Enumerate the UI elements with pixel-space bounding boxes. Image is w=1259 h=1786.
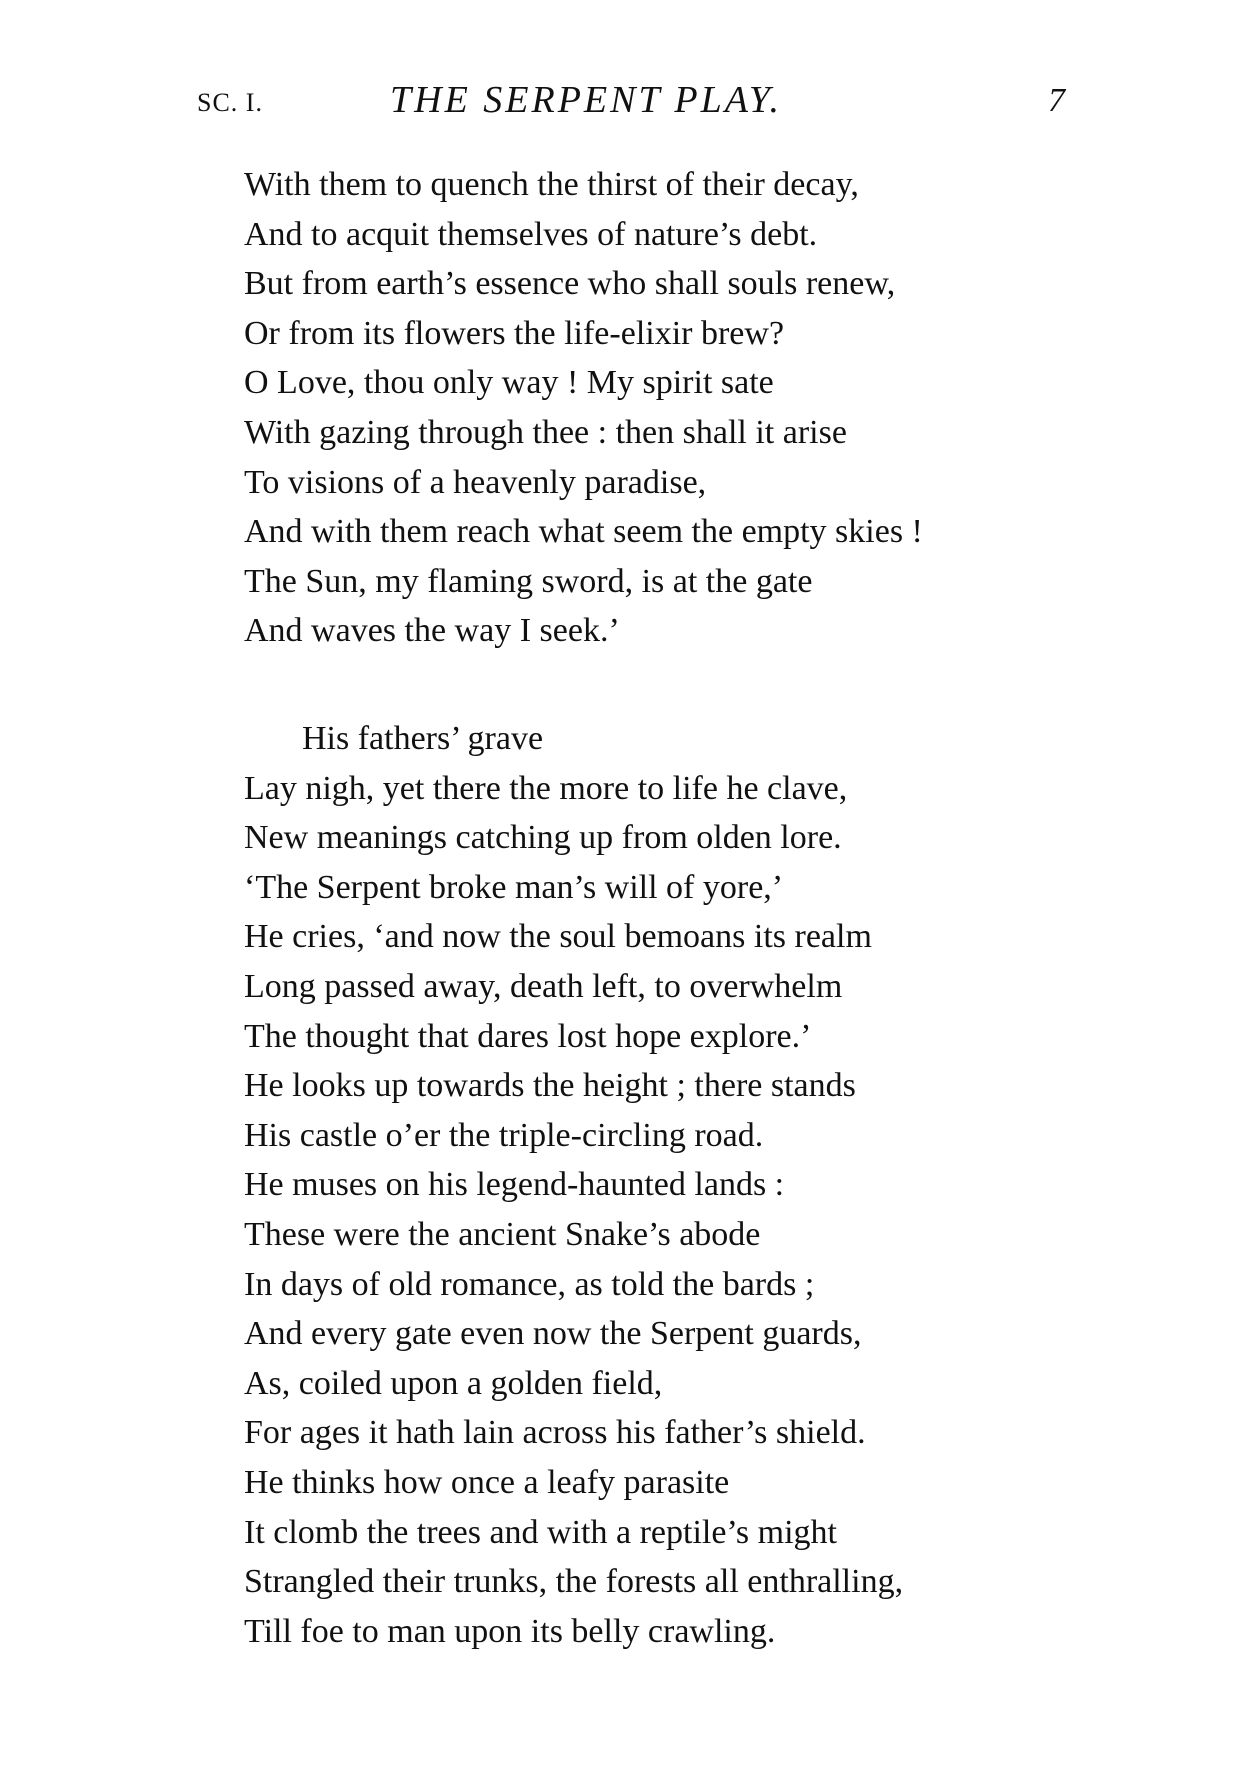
verse-line: ‘The Serpent broke man’s will of yore,’ (244, 868, 784, 906)
verse-line: New meanings catching up from olden lore. (244, 819, 842, 857)
verse-line: These were the ancient Snake’s abode (244, 1215, 761, 1253)
verse-line: To visions of a heavenly paradise, (244, 463, 707, 501)
verse-line: In days of old romance, as told the bards ; (244, 1265, 815, 1303)
verse-line: He muses on his legend-haunted lands : (244, 1166, 785, 1204)
verse-line: He cries, ‘and now the soul bemoans its realm (244, 918, 872, 956)
verse-line: And waves the way I seek.’ (244, 612, 620, 650)
verse-line: And every gate even now the Serpent guards, (244, 1315, 862, 1353)
stanza-2 (244, 714, 903, 1656)
page-number: 7 (1048, 82, 1065, 119)
verse-line: Or from its flowers the life-elixir brew? (244, 314, 785, 352)
verse-line: With gazing through thee : then shall it arise (244, 413, 847, 451)
verse-line: His fathers’ grave (302, 720, 544, 757)
verse-line: The Sun, my flaming sword, is at the gate (244, 562, 813, 600)
scene-label: SC. I. (197, 88, 263, 117)
verse-line: His castle o’er the triple-circling road. (244, 1116, 764, 1154)
verse-line: With them to quench the thirst of their decay, (244, 166, 859, 203)
verse-line: Strangled their trunks, the forests all enthralling, (244, 1563, 904, 1601)
verse-line: But from earth’s essence who shall souls renew, (244, 265, 896, 303)
verse-line: He looks up towards the height ; there stands (244, 1067, 856, 1105)
verse-line: As, coiled upon a golden field, (244, 1364, 663, 1402)
verse-line: The thought that dares lost hope explore.’ (244, 1017, 812, 1055)
verse-line: Lay nigh, yet there the more to life he clave, (244, 769, 848, 807)
stanza-1 (244, 160, 923, 656)
verse-line: Long passed away, death left, to overwhelm (244, 967, 843, 1005)
verse-line: He thinks how once a leafy parasite (244, 1463, 730, 1501)
running-title: THE SERPENT PLAY. (390, 79, 783, 121)
verse-line: Till foe to man upon its belly crawling. (244, 1612, 776, 1650)
verse-line: O Love, thou only way ! My spirit sate (244, 364, 774, 402)
verse-line: And to acquit themselves of nature’s debt. (244, 215, 818, 253)
verse-line: It clomb the trees and with a reptile’s might (244, 1513, 837, 1551)
running-head (0, 78, 1259, 128)
verse-line: For ages it hath lain across his father’s shield. (244, 1414, 866, 1452)
verse-line: And with them reach what seem the empty skies ! (244, 513, 923, 551)
